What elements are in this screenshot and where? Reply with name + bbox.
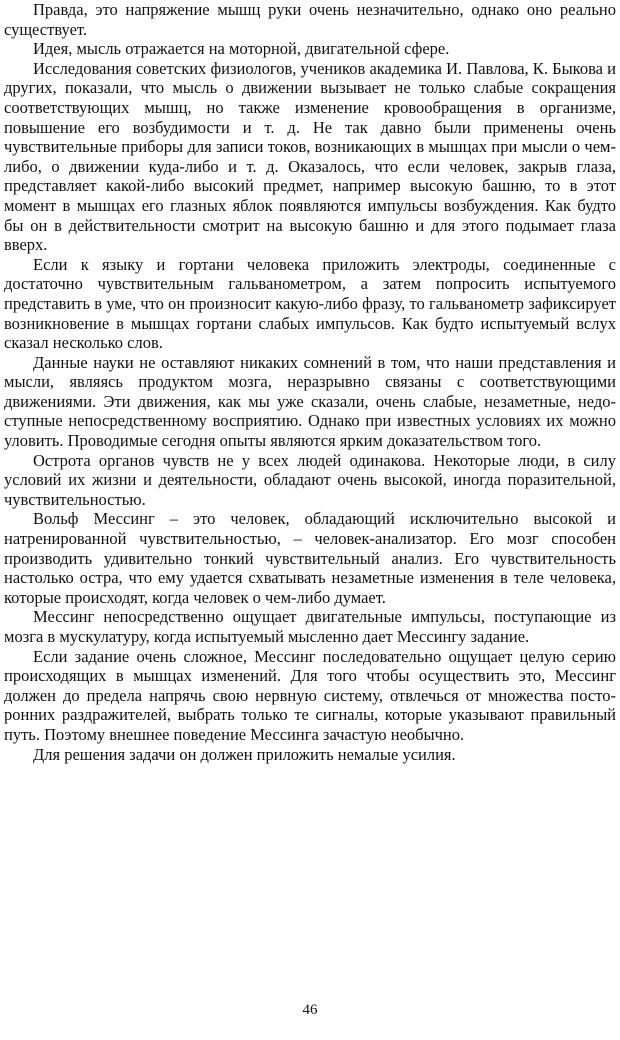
book-page [4,0,616,1040]
paragraph-5: Данные науки не оставляют никаких сомнений в том, что наши представления и мысли, являясь продуктом мозга, неразрывно связаны с соответствующими движениями. Эти движения, как мы уже сказали, очень слабые, незаметные, недоступные непосредственному восприятию. Однако при известных условиях их можно уловить. Проводимые сегодня опыты являются ярким доказательством того. [4,352,616,451]
paragraph-4: Если к языку и гортани человека приложить электроды, соединенные с достаточно чувствительным гальванометром, а затем попросить испытуемого представить в уме, что он произносит какую-либо фразу, то гальванометр зафиксирует возникновение в мышцах гортани слабых импульсов. Как будто испытуемый вслух сказал несколько слов. [4,254,616,353]
paragraph-7: Вольф Мессинг – это человек, обладающий исключительно высокой и натренированной чувствительностью, – человек-анализатор. Его мозг способен производить удивительно тонкий чувствительный анализ. Его чувствительность настолько остра, что ему удается схватывать незаметные изменения в теле человека, которые происходят, когда человек о чем-либо думает. [4,509,616,607]
paragraph-10: Для решения задачи он должен приложить немалые усилия. [33,744,456,764]
paragraph-1: Правда, это напряжение мышц руки очень незначительно, однако оно реально существует. [4,0,616,39]
page-number: 46 [302,1002,318,1018]
paragraph-6: Острота органов чувств не у всех людей одинакова. Некоторые люди, в силу условий их жизни и деятельности, обладают очень высокой, иногда поразительной, чувствительностью. [4,450,616,509]
paragraph-8: Мессинг непосредственно ощущает двигательные импульсы, поступающие из мозга в мускулатуру, когда испытуемый мысленно дает Мессингу задание. [4,607,616,646]
paragraph-9: Если задание очень сложное, Мессинг последовательно ощущает целую серию происходящих в мышцах изменений. Для того чтобы осуществить это, Мессинг должен до предела напрячь свою нервную систему, отвлечься от множества посторонних раздражителей, выбрать только те сигналы, которые указывают правильный путь. Поэтому внешнее поведение Мессинга зачастую необычно. [4,646,616,744]
paragraph-3: Исследования советских физиологов, учеников академика И. Павлова, К. Быкова и других, показали, что мысль о движении вызывает не только слабые сокращения соответствующих мышц, но также изменение кровообращения в организме, повышение его возбудимости и т. д. Не так давно были применены очень чувствительные приборы для записи токов, возникающих в мышцах при мысли о чем-либо, о движении куда-либо и т. д. Оказалось, что если человек, закрыв глаза, представляет какой-либо высокий предмет, например высокую башню, то в этот момент в мышцах его глазных яблок появляются импульсы возбуждения. Как будто бы он в действительности смотрит на высокую башню и для этого подымает глаза вверх. [4,58,616,255]
paragraph-2: Идея, мысль отражается на моторной, двигательной сфере. [33,39,450,59]
text-body [4,0,616,764]
